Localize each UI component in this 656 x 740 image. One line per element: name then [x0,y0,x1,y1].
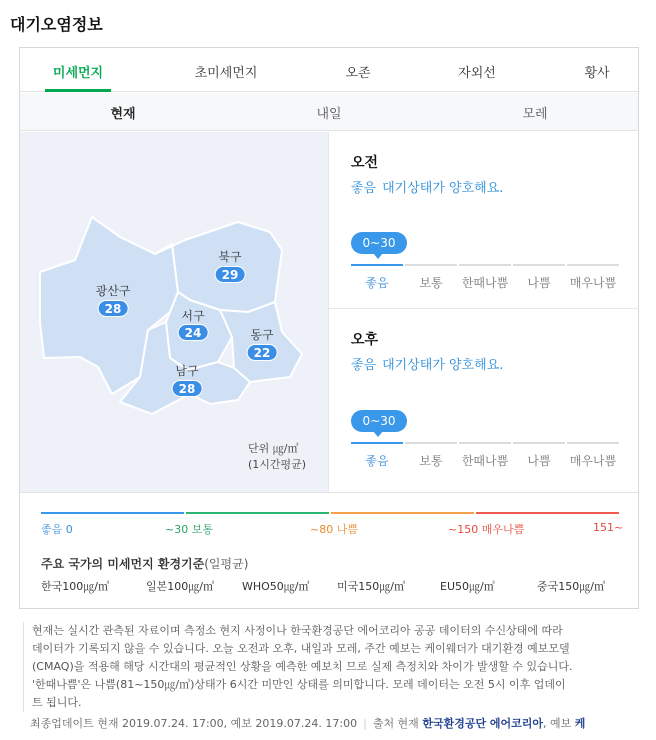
legend-bar-very-bad [476,512,619,514]
standard-who: WHO50㎍/㎥ [242,580,310,593]
district-label-dong: 동구 [250,328,274,342]
scale-seg-good [351,264,403,266]
forecast-panel [328,132,638,492]
grade-legend [20,492,638,610]
scale-label-bad: 나쁨 [527,454,551,468]
tab-now[interactable]: 현재 [110,107,136,122]
scale-seg-bad [513,442,565,444]
notes-line: 현재는 실시간 관측된 자료이며 측정소 현지 사정이나 한국환경공단 에어코리아 공공 데이터의 수신상태에 따라 [32,624,563,637]
standard-usa: 미국150㎍/㎥ [337,580,405,593]
data-notes [23,622,623,712]
legend-normal: ~30 보통 [165,523,213,536]
district-label-seo: 서구 [181,309,205,323]
grade-am: 좋음 [351,181,377,196]
source-airkorea-link[interactable]: 한국환경공단 에어코리아 [422,717,544,730]
legend-very-bad: ~150 매우나쁨 [448,523,525,536]
scale-seg-normal [405,442,457,444]
scale-seg-bad [513,264,565,266]
scale-seg-good [351,442,403,444]
tab-fine-dust[interactable]: 미세먼지 [52,66,104,81]
standard-eu: EU50㎍/㎥ [440,580,495,593]
tab-tomorrow[interactable]: 내일 [316,107,342,122]
period-am: 오전 [351,155,379,171]
district-value-buk[interactable]: 29 [215,266,246,283]
unit-label: 단위 ㎍/㎥ [248,442,299,455]
desc-pm: 대기상태가 양호해요. [382,358,504,373]
notes-line: '한때나쁨'은 나쁨(81~150㎍/㎥)상태가 6시간 미만인 상태를 의미합니다. 모레 데이터는 오전 5시 이후 업데이 [32,678,566,691]
legend-bar-normal [186,512,329,514]
page-title: 대기오염정보 [10,15,103,34]
scale-label-good: 좋음 [365,276,389,290]
grade-pm: 좋음 [351,358,377,373]
source-kweather-link[interactable]: 케 [574,717,586,730]
scale-label-normal: 보통 [419,276,443,290]
district-map [20,132,328,492]
scale-seg-temp-bad [459,264,511,266]
tab-ultrafine-dust[interactable]: 초미세먼지 [194,66,258,81]
scale-label-very-bad: 매우나쁨 [569,454,617,468]
scale-label-bad: 나쁨 [527,276,551,290]
update-time: 최종업데이트 현재 2019.07.24. 17:00, 예보 2019.07.24. 17:00 [30,717,358,730]
tab-ozone[interactable]: 오존 [345,66,371,81]
district-value-gwangsan[interactable]: 28 [98,300,129,317]
scale-label-normal: 보통 [419,454,443,468]
standard-korea: 한국100㎍/㎥ [41,580,109,593]
standards-title-sub: (일평균) [204,557,249,571]
period-pm: 오후 [351,332,379,348]
standard-japan: 일본100㎍/㎥ [146,580,214,593]
standards-title [41,555,248,572]
scale-label-temp-bad: 한때나쁨 [461,454,509,468]
district-value-dong[interactable]: 22 [247,344,278,361]
legend-bar-good [41,512,184,514]
tab-yellow-dust[interactable]: 황사 [584,66,610,81]
scale-seg-very-bad [567,264,619,266]
active-tab-indicator [45,89,111,92]
notes-line: 데이터가 기록되지 않을 수 있습니다. 오늘 오전과 오후, 내일과 모레, 주간 예보는 케이웨더가 대기환경 예보모델 [32,642,570,655]
district-label-buk: 북구 [218,250,242,264]
standards-title-text: 주요 국가의 미세먼지 환경기준 [41,557,205,571]
am-pm-divider [329,308,639,309]
legend-bad: ~80 나쁨 [310,523,358,536]
update-info: 최종업데이트 현재 2019.07.24. 17:00, 예보 2019.07.24. 17:00 | 출처 현재 한국환경공단 에어코리아, 예보 케 [30,717,586,730]
legend-bar-bad [331,512,474,514]
status-pm [351,354,503,373]
standard-china: 중국150㎍/㎥ [537,580,605,593]
scale-seg-normal [405,264,457,266]
scale-label-good: 좋음 [365,454,389,468]
air-pollution-panel [19,47,639,609]
source-label: 출처 현재 [372,717,419,730]
range-pill-pm: 0~30 [351,410,407,432]
notes-line: 트 됩니다. [32,696,82,709]
district-value-seo[interactable]: 24 [178,324,209,341]
source-forecast-label: , 예보 [543,717,572,730]
district-value-nam[interactable]: 28 [172,380,203,397]
scale-label-temp-bad: 한때나쁨 [461,276,509,290]
pollutant-tabs [20,48,638,92]
legend-max: 151~ [593,521,624,534]
unit-average-label: (1시간평균) [248,458,307,471]
notes-line: (CMAQ)을 적용해 해당 시간대의 평균적인 상황을 예측한 예보치 므로 실제 측정치와 차이가 발생할 수 있습니다. [32,660,573,673]
status-am [351,177,503,196]
tab-uv[interactable]: 자외선 [458,66,496,81]
scale-label-very-bad: 매우나쁨 [569,276,617,290]
range-pill-am: 0~30 [351,232,407,254]
day-tabs [20,93,638,131]
legend-good: 좋음 0 [41,523,73,536]
district-label-gwangsan: 광산구 [95,284,131,298]
desc-am: 대기상태가 양호해요. [382,181,504,196]
tab-day-after[interactable]: 모레 [522,107,548,122]
district-map-shape [20,132,328,492]
district-label-nam: 남구 [175,364,199,378]
scale-seg-temp-bad [459,442,511,444]
scale-seg-very-bad [567,442,619,444]
